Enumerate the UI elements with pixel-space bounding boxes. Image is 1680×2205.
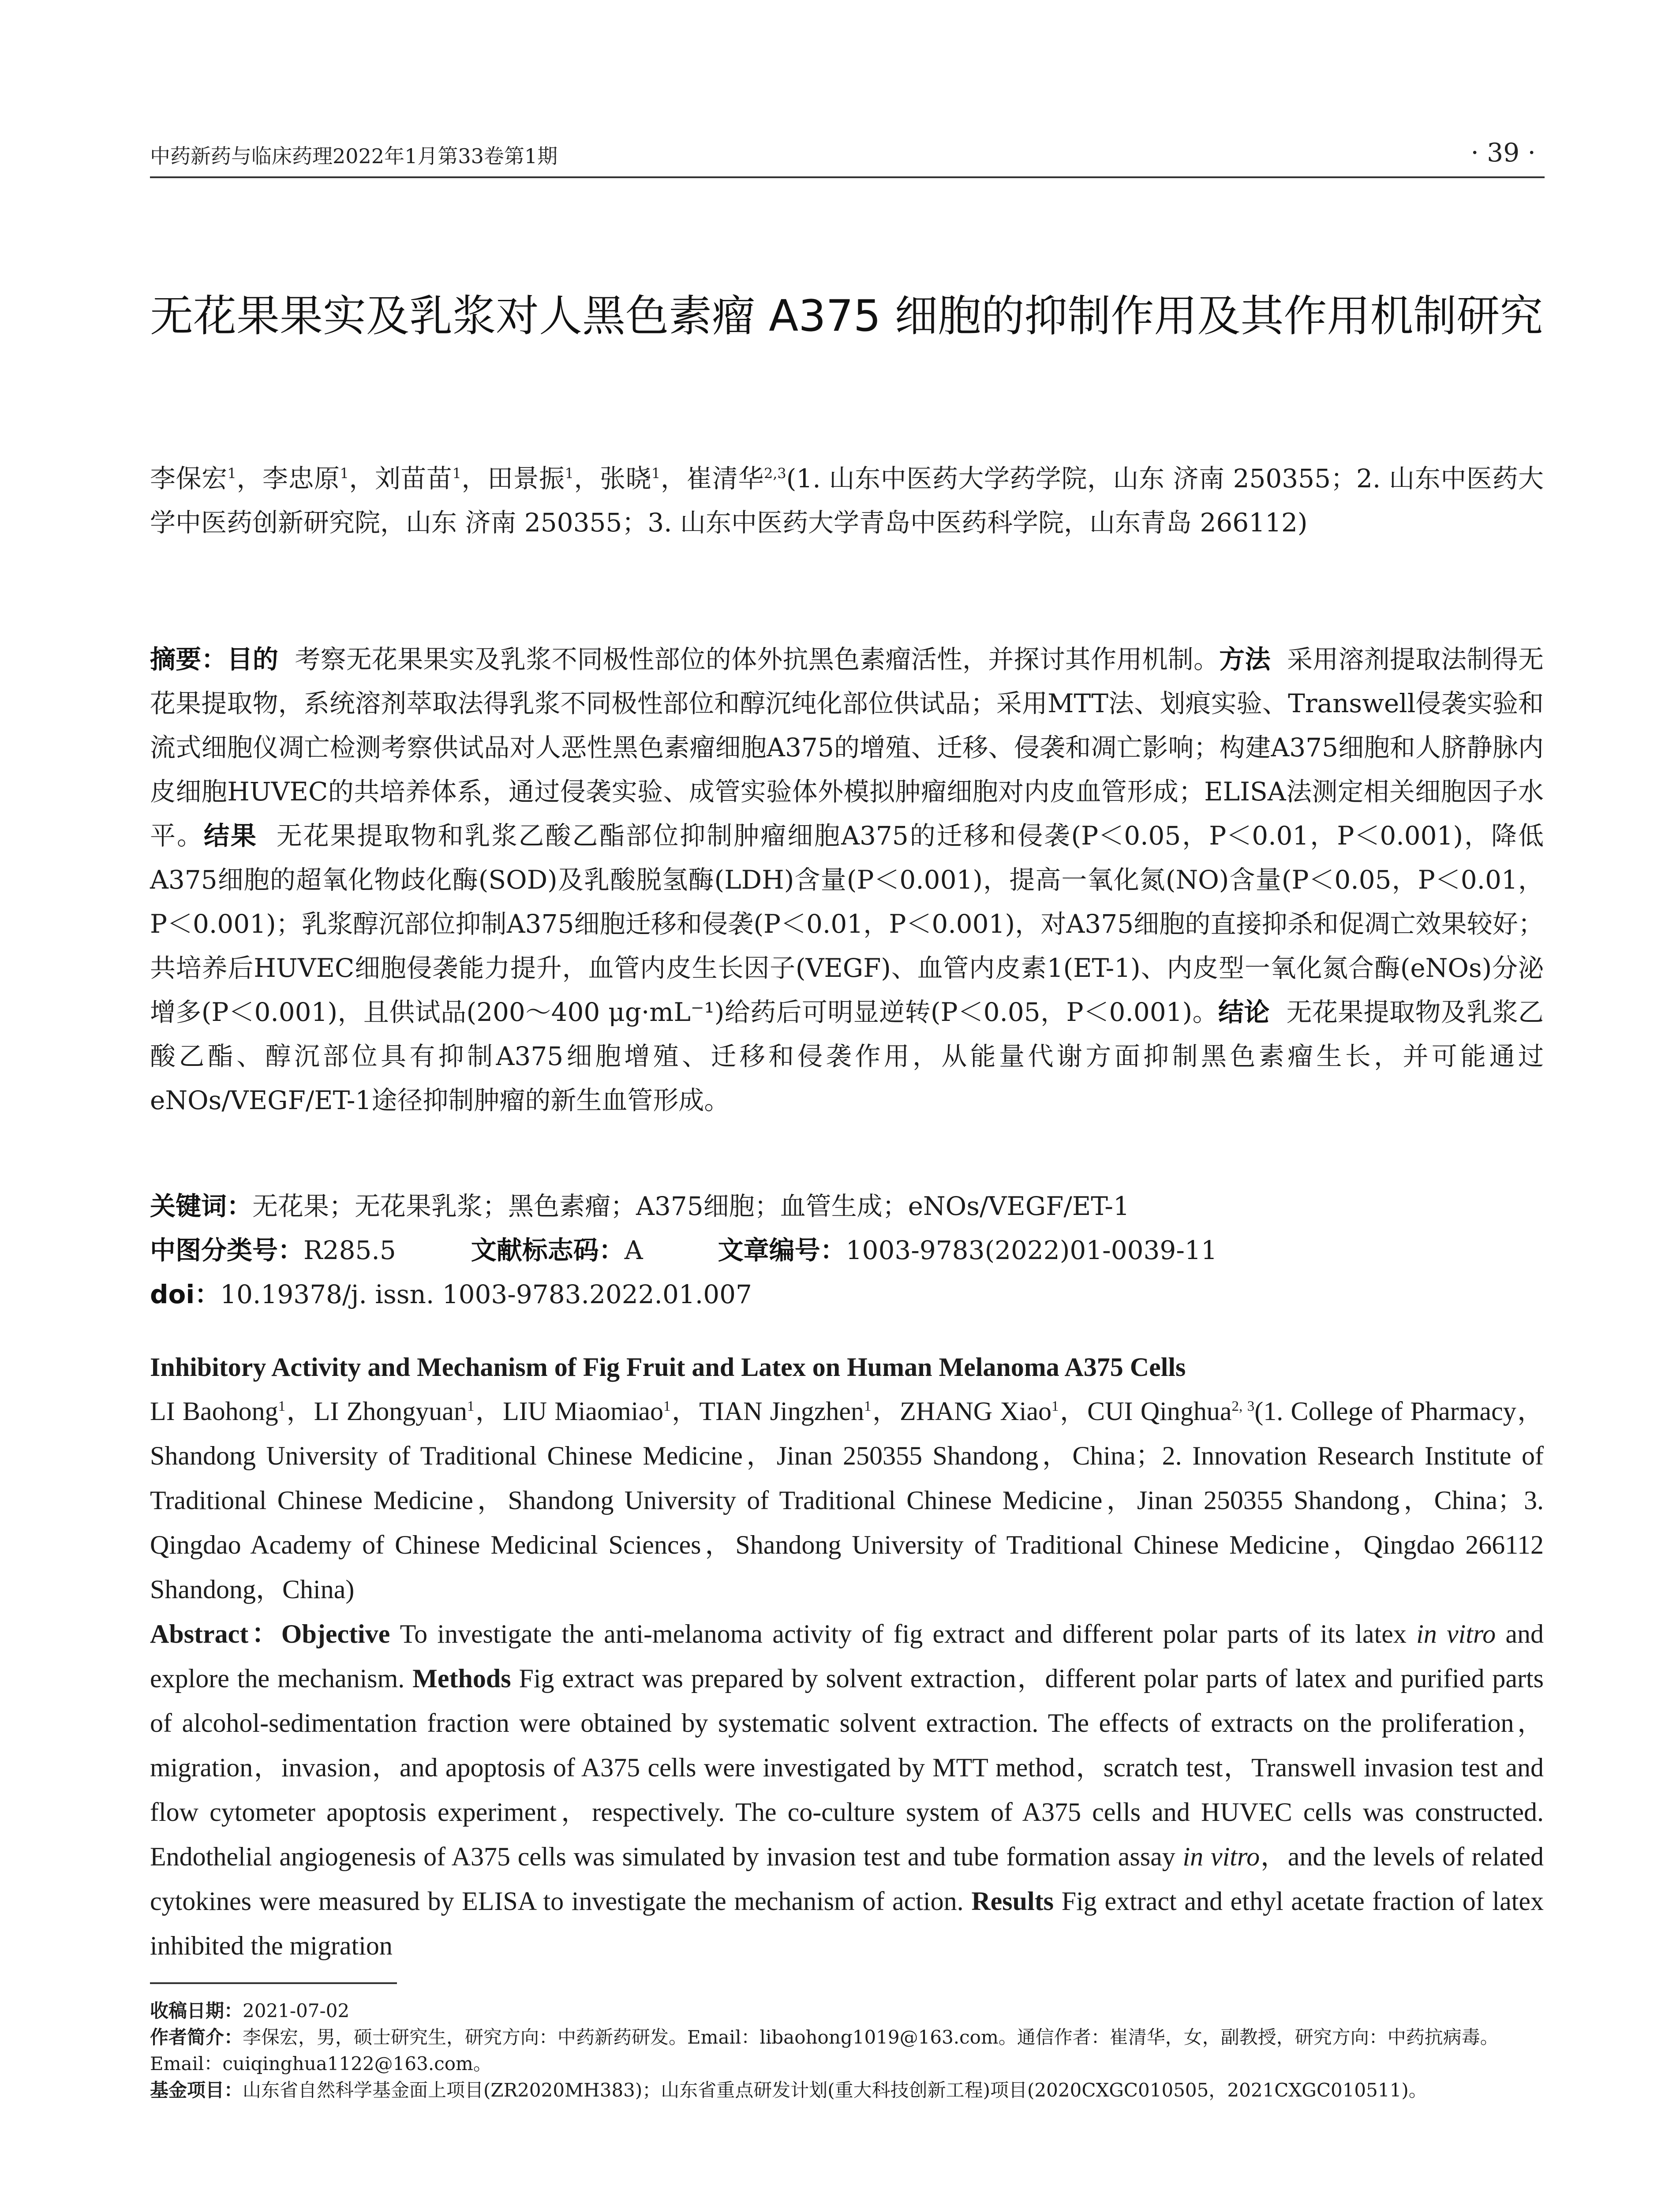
author-name-en: LI Baohong bbox=[150, 1397, 278, 1426]
abstract-en-label: Abstract： bbox=[150, 1619, 281, 1648]
objective-label: 目的 bbox=[227, 644, 279, 674]
clc-value: R285.5 bbox=[303, 1235, 396, 1265]
author-name: 田景振 bbox=[487, 463, 565, 493]
author-name: 刘苗苗 bbox=[374, 463, 453, 493]
objective-text: 考察无花果果实及乳浆不同极性部位的体外抗黑色素瘤活性，并探讨其作用机制。 bbox=[295, 644, 1220, 674]
author-affiliation-mark: 1 bbox=[467, 1398, 475, 1414]
keywords-label: 关键词： bbox=[150, 1191, 253, 1221]
author-name: 李忠原 bbox=[262, 463, 340, 493]
results-en-text: Fig extract and ethyl acetate fraction of latex inhibited the migration bbox=[150, 1887, 1544, 1960]
author-affiliation-mark: 1 bbox=[565, 465, 574, 482]
abstract-en bbox=[150, 1612, 1544, 1968]
methods-en-label: Methods bbox=[412, 1664, 511, 1693]
author-name-en: TIAN Jingzhen bbox=[699, 1397, 864, 1426]
author-affiliation-mark: 1 bbox=[651, 465, 661, 482]
english-title: Inhibitory Activity and Mechanism of Fig Fruit and Latex on Human Melanoma A375 Cells bbox=[150, 1353, 1186, 1382]
methods-label: 方法 bbox=[1219, 644, 1271, 674]
author-name-en: CUI Qinghua bbox=[1087, 1397, 1232, 1426]
page-number: · 39 · bbox=[1470, 138, 1536, 168]
article-no-label: 文章编号： bbox=[718, 1235, 846, 1265]
abstract-cn bbox=[150, 637, 1544, 1122]
article-title: 无花果果实及乳浆对人黑色素瘤 A375 细胞的抑制作用及其作用机制研究 bbox=[150, 291, 1543, 341]
author-bio bbox=[150, 2024, 1544, 2077]
article-no-value: 1003-9783(2022)01-0039-11 bbox=[846, 1235, 1217, 1265]
journal-name: 中药新药与临床药理2022年1月第33卷第1期 bbox=[150, 144, 558, 168]
funding bbox=[150, 2077, 1544, 2104]
abstract-label: 摘要： bbox=[150, 644, 227, 674]
author-affiliation-mark: 1 bbox=[1051, 1398, 1059, 1414]
methods-text: 采用溶剂提取法制得无花果提取物，系统溶剂萃取法得乳浆不同极性部位和醇沉纯化部位供试品；采用MTT法、划痕实验、Transwell侵袭实验和流式细胞仪凋亡检测考察供试品对人恶性黑色素瘤细胞A375的增殖、迁移、侵袭和凋亡影响；构建A375细胞和人脐静脉内皮细胞HUVEC的共培养体系，通过侵袭实验、成管实验体外模拟肿瘤细胞对内皮血管形成；ELISA法测定相关细胞因子水平。 bbox=[150, 644, 1544, 851]
footnote-divider bbox=[150, 1982, 397, 1984]
objective-en-label: Objective bbox=[281, 1619, 390, 1648]
authors-en: LI Baohong$^1$，LI Zhongyuan$^1$，LIU Miaomiao$^1$，TIAN Jingzhen$^1$，ZHANG Xiao$^1$，CUI Qinghua$^{2, 3}$(1. College of Pharmacy，Shandong University of Traditional Chinese Medicine，Jinan 250355 Shandong，China；2. Innovation Research Institute of Traditional Chinese Medicine，Shandong University of Traditional Chinese Medicine，Jinan 250355 Shandong，China；3. Qingdao Academy of Chinese Medicinal Sciences，Shandong University of Traditional Chinese Medicine，Qingdao 266112 Shandong，China) bbox=[150, 1397, 1544, 1604]
author-affiliation-mark: 1 bbox=[278, 1398, 286, 1414]
keywords-line bbox=[150, 1184, 1544, 1228]
methods-en-italic: in vitro bbox=[1182, 1842, 1260, 1871]
author-name-en: ZHANG Xiao bbox=[900, 1397, 1052, 1426]
doc-code-label: 文献标志码： bbox=[471, 1235, 625, 1265]
keywords-text: 无花果；无花果乳浆；黑色素瘤；A375细胞；血管生成；eNOs/VEGF/ET-1 bbox=[252, 1191, 1130, 1221]
doi-value: 10.19378/j. issn. 1003-9783.2022.01.007 bbox=[220, 1279, 752, 1309]
author-bio-text: 李保宏，男，硕士研究生，研究方向：中药新药研发。Email：libaohong1019@163.com。通信作者：崔清华，女，副教授，研究方向：中药抗病毒。Email：cuiqinghua1122@163.com。 bbox=[150, 2026, 1499, 2074]
results-label: 结果 bbox=[203, 821, 258, 851]
author-affiliation-mark: 1 bbox=[663, 1398, 671, 1414]
affiliations-cn: (1. 山东中医药大学药学院，山东 济南 250355；2. 山东中医药大学中医药创新研究院，山东 济南 250355；3. 山东中医药大学青岛中医药科学院，山东青岛 266112) bbox=[150, 463, 1544, 538]
footnotes bbox=[150, 1998, 1544, 2104]
classification-line bbox=[150, 1228, 1544, 1272]
authors-cn: 李保宏$^1$，李忠原$^1$，刘苗苗$^1$，田景振$^1$，张晓$^1$，崔清华$^{2,3}$(1. 山东中医药大学药学院，山东 济南 250355；2. 山东中医药大学中医药创新研究院，山东 济南 250355；3. 山东中医药大学青岛中医药科学院，山东青岛 266112) bbox=[150, 463, 1544, 538]
objective-en-text: To investigate the anti-melanoma activity of fig extract and different polar parts of its latex bbox=[400, 1619, 1417, 1648]
author-affiliation-mark: 1 bbox=[452, 465, 461, 482]
results-en-label: Results bbox=[971, 1887, 1054, 1916]
author-name-en: LI Zhongyuan bbox=[314, 1397, 467, 1426]
author-name: 张晓 bbox=[599, 463, 652, 493]
results-text: 无花果提取物和乳浆乙酸乙酯部位抑制肿瘤细胞A375的迁移和侵袭(P＜0.05，P＜0.01，P＜0.001)，降低A375细胞的超氧化物歧化酶(SOD)及乳酸脱氢酶(LDH)含量(P＜0.001)，提高一氧化氮(NO)含量(P＜0.05，P＜0.01，P＜0.001)；乳浆醇沉部位抑制A375细胞迁移和侵袭(P＜0.01，P＜0.001)，对A375细胞的直接抑杀和促凋亡效果较好；共培养后HUVEC细胞侵袭能力提升，血管内皮生长因子(VEGF)、血管内皮素1(ET-1)、内皮型一氧化氮合酶(eNOs)分泌增多(P＜0.001)，且供试品(200～400 μg·mL⁻¹)给药后可明显逆转(P＜0.05，P＜0.001)。 bbox=[150, 821, 1544, 1027]
doi-line bbox=[150, 1272, 1544, 1316]
running-header bbox=[150, 132, 1545, 178]
objective-en-text-end: and explore the mechanism. bbox=[150, 1619, 1544, 1693]
received-label: 收稿日期： bbox=[150, 2000, 243, 2022]
author-name-en: LIU Miaomiao bbox=[503, 1397, 663, 1426]
doc-code-value: A bbox=[624, 1235, 643, 1265]
author-affiliation-mark: 2, 3 bbox=[1231, 1398, 1255, 1414]
author-affiliation-mark: 2,3 bbox=[764, 465, 786, 482]
funding-text: 山东省自然科学基金面上项目(ZR2020MH383)；山东省重点研发计划(重大科技创新工程)项目(2020CXGC010505，2021CXGC010511)。 bbox=[243, 2079, 1427, 2101]
methods-en-text-end: ，and the levels of related cytokines were measured by ELISA to investigate the mechanism of action. bbox=[150, 1842, 1544, 1916]
methods-en-text: Fig extract was prepared by solvent extraction，different polar parts of latex and purified parts of alcohol-sedimentation fraction were obtained by systematic solvent extraction. The effects of extracts on the proliferation，migration，invasion，and apoptosis of A375 cells were investigated by MTT method，scratch test，Transwell invasion test and flow cytometer apoptosis experiment，respectively. The co-culture system of A375 cells and HUVEC cells was constructed. Endothelial angiogenesis of A375 cells was simulated by invasion test and tube formation assay bbox=[150, 1664, 1544, 1871]
author-name: 李保宏 bbox=[150, 463, 228, 493]
affiliations-en: (1. College of Pharmacy，Shandong University of Traditional Chinese Medicine，Jinan 250355 Shandong，China；2. Innovation Research Institute of Traditional Chinese Medicine，Shandong University of Traditional Chinese Medicine，Jinan 250355 Shandong，China；3. Qingdao Academy of Chinese Medicinal Sciences，Shandong University of Traditional Chinese Medicine，Qingdao 266112 Shandong，China) bbox=[150, 1397, 1544, 1604]
author-affiliation-mark: 1 bbox=[227, 465, 236, 482]
doi-label: doi： bbox=[150, 1279, 221, 1309]
author-affiliation-mark: 1 bbox=[340, 465, 349, 482]
author-bio-label: 作者简介： bbox=[150, 2026, 243, 2048]
clc-label: 中图分类号： bbox=[150, 1235, 304, 1265]
objective-en-italic: in vitro bbox=[1416, 1619, 1496, 1648]
author-name: 崔清华 bbox=[686, 463, 764, 493]
received-value: 2021-07-02 bbox=[243, 2000, 350, 2022]
conclusion-label: 结论 bbox=[1218, 997, 1270, 1027]
received-date bbox=[150, 1998, 1544, 2024]
conclusion-text: 无花果提取物及乳浆乙酸乙酯、醇沉部位具有抑制A375细胞增殖、迁移和侵袭作用，从能量代谢方面抑制黑色素瘤生长，并可能通过eNOs/VEGF/ET-1途径抑制肿瘤的新生血管形成。 bbox=[150, 997, 1544, 1115]
funding-label: 基金项目： bbox=[150, 2079, 243, 2101]
author-affiliation-mark: 1 bbox=[864, 1398, 872, 1414]
